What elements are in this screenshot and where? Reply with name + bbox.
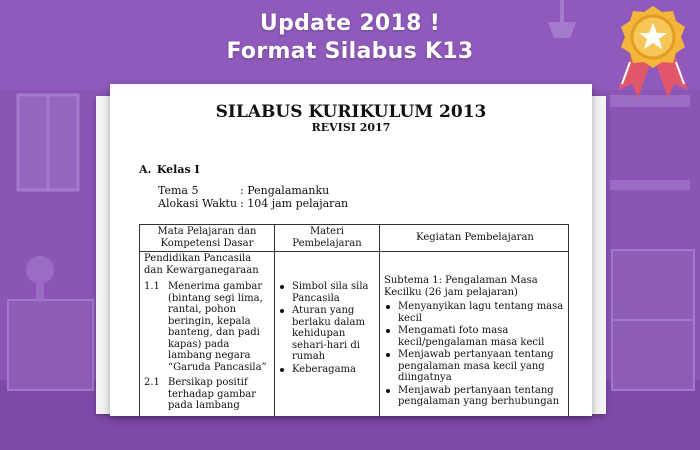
- competency-number: 2.1: [144, 377, 160, 388]
- meta-label: Tema 5: [158, 184, 199, 197]
- competency-item: [144, 377, 274, 412]
- syllabus-table: [139, 224, 569, 416]
- table-header-divider: [140, 251, 568, 252]
- activities-heading: Subtema 1: Pengalaman Masa Kecilku (26 jam pelajaran): [384, 275, 538, 298]
- meta-value: : Pengalamanku: [240, 184, 330, 197]
- meta-time-allocation: [158, 197, 348, 210]
- table-divider: [379, 225, 380, 416]
- headline-line-1: Update 2018 !: [259, 11, 441, 36]
- table-divider: [274, 225, 275, 416]
- competency-item: [144, 281, 274, 373]
- activity-item: Mengamati foto masa kecil/pengalaman masa kecil: [384, 325, 568, 348]
- material-item: Simbol sila sila Pancasila: [278, 281, 378, 304]
- document-title: SILABUS KURIKULUM 2013: [215, 102, 487, 122]
- section-title: Kelas I: [156, 163, 200, 176]
- header-competency: Mata Pelajaran dan Kompetensi Dasar: [157, 226, 257, 249]
- material-item: Keberagama: [278, 364, 378, 376]
- activity-item: Menjawab pertanyaan tentang pengalaman yang berhubungan: [384, 385, 568, 408]
- competency-number: 1.1: [144, 281, 160, 292]
- header-material: Materi Pembelajaran: [292, 226, 362, 249]
- activities-cell: [384, 275, 568, 409]
- materials-list: [278, 281, 378, 376]
- section-heading: [139, 163, 200, 176]
- competency-text: Bersikap positif terhadap gambar pada lambang: [168, 377, 257, 411]
- syllabus-document: [110, 84, 592, 416]
- activity-item: Menjawab pertanyaan tentang pengalaman masa kecil yang diingatnya: [384, 349, 568, 384]
- material-item: Aturan yang berlaku dalam kehidupan sehari-hari di rumah: [278, 305, 378, 363]
- meta-theme: [158, 184, 329, 197]
- section-number: A.: [139, 163, 152, 176]
- star-medal-icon: [610, 2, 696, 102]
- activity-item: Menyanyikan lagu tentang masa kecil: [384, 301, 568, 324]
- document-subtitle: REVISI 2017: [311, 121, 391, 134]
- subject-name: Pendidikan Pancasila dan Kewarganegaraan: [144, 253, 259, 276]
- banner-headline: [0, 10, 700, 66]
- competency-text: Menerima gambar (bintang segi lima, rantai, pohon beringin, kepala banteng, dan padi kapas) pada lambang negara “Garuda Pancasila”: [168, 281, 267, 373]
- header-activity: Kegiatan Pembelajaran: [416, 232, 534, 243]
- meta-value: : 104 jam pelajaran: [240, 197, 349, 210]
- headline-line-2: Format Silabus K13: [226, 39, 474, 64]
- meta-label: Alokasi Waktu: [158, 197, 238, 210]
